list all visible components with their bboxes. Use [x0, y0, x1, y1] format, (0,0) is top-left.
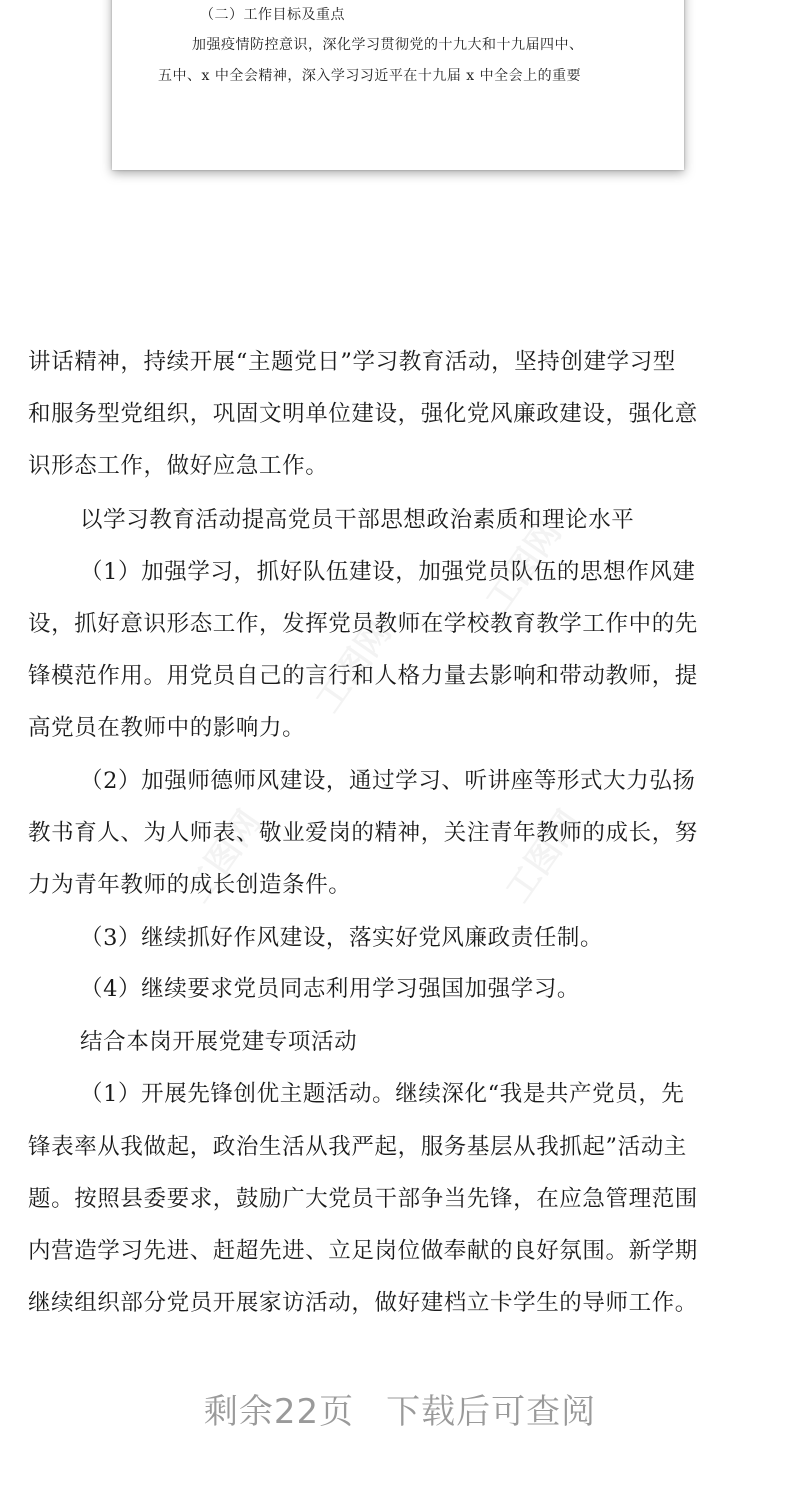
remaining-pages-label: 剩余22页: [203, 1392, 355, 1432]
body-line: 教书育人、为人师表、敬业爱岗的精神，关注青年教师的成长，努: [28, 820, 698, 846]
body-line: （1）加强学习，抓好队伍建设，加强党员队伍的思想作风建: [80, 559, 696, 585]
document-preview-page: [112, 0, 684, 170]
download-to-view-label: 下载后可查阅: [386, 1392, 597, 1432]
body-line: 锋模范作用。用党员自己的言行和人格力量去影响和带动教师，提: [28, 663, 698, 689]
body-line: 内营造学习先进、赶超先进、立足岗位做奉献的良好氛围。新学期: [28, 1238, 698, 1264]
body-line: （3）继续抓好作风建设，落实好党风廉政责任制。: [80, 925, 604, 951]
body-line: 锋表率从我做起，政治生活从我严起，服务基层从我抓起”活动主: [28, 1134, 687, 1160]
section-heading: 结合本岗开展党建专项活动: [80, 1029, 358, 1055]
body-line: 讲话精神，持续开展“主题党日”学习教育活动，坚持创建学习型: [28, 349, 676, 375]
watermark: 工图网: [308, 613, 400, 720]
body-line: 力为青年教师的成长创造条件。: [28, 872, 352, 898]
preview-line-2: 五中、x 中全会精神，深入学习习近平在十九届 x 中全会上的重要: [158, 68, 582, 84]
body-line: 继续组织部分党员开展家访活动，做好建档立卡学生的导师工作。: [28, 1290, 698, 1316]
section-heading: 以学习教育活动提高党员干部思想政治素质和理论水平: [80, 507, 635, 533]
watermark: 工图网: [478, 513, 570, 620]
body-line: 高党员在教师中的影响力。: [28, 715, 306, 741]
body-line: （1）开展先锋创优主题活动。继续深化“我是共产党员，先: [80, 1081, 685, 1107]
body-line: 识形态工作，做好应急工作。: [28, 453, 329, 479]
watermark: 工图网: [498, 803, 590, 910]
preview-line-1: 加强疫情防控意识，深化学习贯彻党的十九大和十九届四中、: [192, 37, 584, 53]
body-line: 题。按照县委要求，鼓励广大党员干部争当先锋，在应急管理范围: [28, 1186, 698, 1212]
body-line: 和服务型党组织，巩固文明单位建设，强化党风廉政建设，强化意: [28, 401, 698, 427]
download-prompt[interactable]: [0, 1384, 800, 1433]
body-line: 设，抓好意识形态工作，发挥党员教师在学校教育教学工作中的先: [28, 611, 698, 637]
preview-heading: （二）工作目标及重点: [200, 7, 345, 23]
body-line: （4）继续要求党员同志利用学习强国加强学习。: [80, 976, 581, 1002]
body-line: （2）加强师德师风建设，通过学习、听讲座等形式大力弘扬: [80, 768, 696, 794]
watermark: 工图网: [178, 803, 270, 910]
